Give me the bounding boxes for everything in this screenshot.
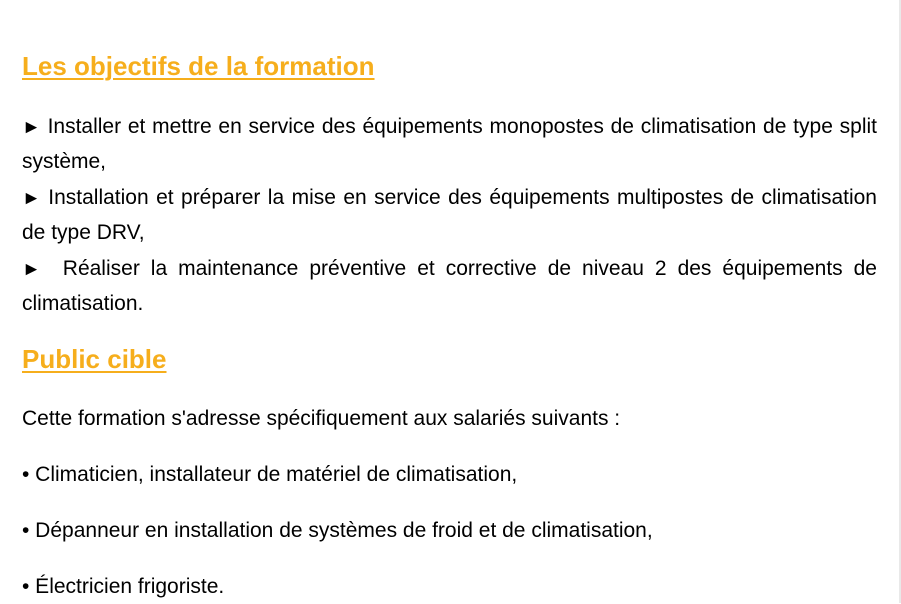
objective-item bbox=[22, 181, 877, 250]
play-arrow-icon: ► bbox=[22, 117, 41, 138]
objective-item bbox=[22, 110, 877, 179]
audience-item: • Dépanneur en installation de systèmes de froid et de climatisation, bbox=[22, 519, 653, 542]
audience-item: • Électricien frigoriste. bbox=[22, 575, 225, 598]
audience-item: • Climaticien, installateur de matériel de climatisation, bbox=[22, 463, 518, 486]
objectives-heading: Les objectifs de la formation bbox=[22, 51, 375, 81]
objectives-list bbox=[22, 110, 877, 323]
objective-text: Installation et préparer la mise en service des équipements multipostes de climatisation de type DRV, bbox=[22, 186, 877, 244]
objective-text: Réaliser la maintenance préventive et corrective de niveau 2 des équipements de climatisation. bbox=[22, 257, 877, 315]
objective-item bbox=[22, 252, 877, 321]
play-arrow-icon: ► bbox=[22, 188, 41, 209]
objective-text: Installer et mettre en service des équipements monopostes de climatisation de type split système, bbox=[22, 115, 877, 173]
audience-heading: Public cible bbox=[22, 344, 167, 374]
audience-intro: Cette formation s'adresse spécifiquement aux salariés suivants : bbox=[22, 407, 621, 430]
play-arrow-icon: ► bbox=[22, 259, 41, 280]
